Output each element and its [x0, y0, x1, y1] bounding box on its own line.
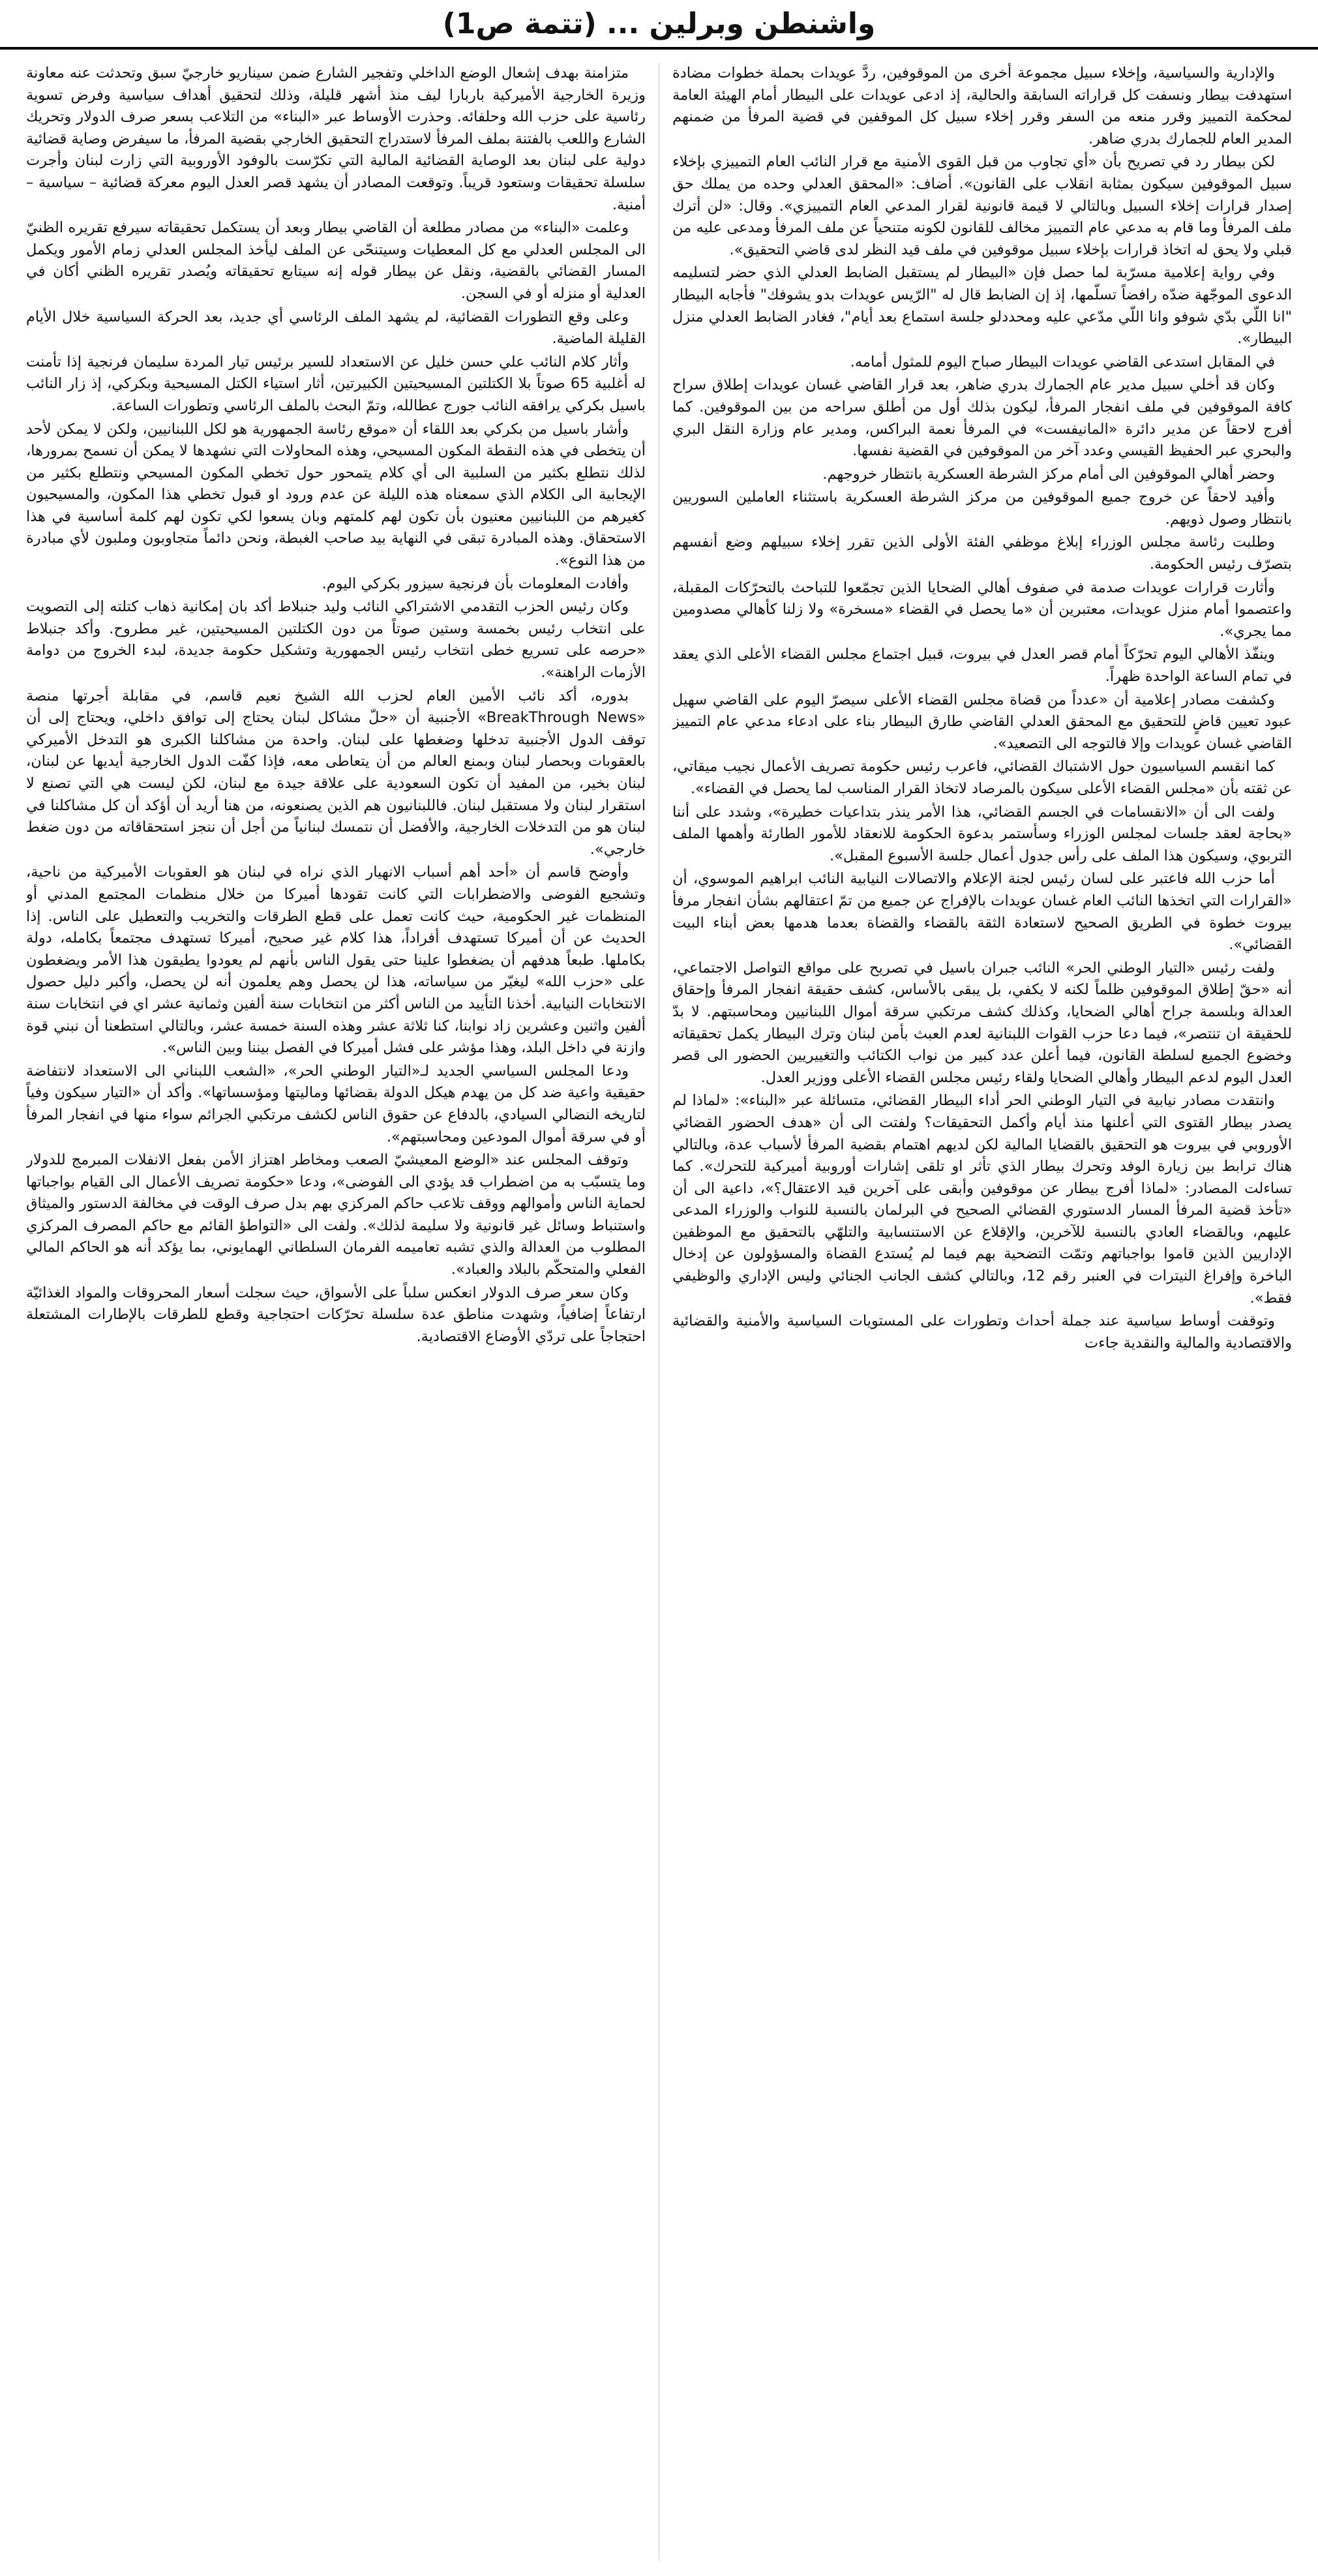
paragraph: وأوضح قاسم أن «أحد أهم أسباب الانهيار الذي نراه في لبنان هو العقوبات الأميركية من ناحية، وتشجيع الفوضى والاضطرابات التي كانت تقودها أميركا من خلال منظمات المجتمع المدني أو المنظمات غير الحكومية، حيث كانت تعمل على قطع الطرقات والتخريب والتعطيل على الناس. إذا الحديث عن أن أميركا تستهدف أفراداً، هذا كلام غير صحيح، أميركا تستهدف مجتمعاً بكامله، دولة بكاملها. طبعاً هدفهم أن يضغطوا علينا حتى يقول الناس بأنهم لم يعودوا يطيقون هذا الأمر ويضغطون على «حزب الله» ليغيّر من سياساته، هذا لن يحصل وهم يعلمون أنه لن يحصل، وأكبر دليل حصول الانتخابات النيابية. أخذنا التأييد من الناس أكثر من انتخابات سنة ألفين وثمانية عشر اي في انتخابات سنة ألفين واثنين وعشرين زاد نوابنا، كنا ثلاثة عشر وهذه السنة خمسة عشر، وبالتالي استطعنا أن نبني قوة وازنة في داخل البلد، وهذا مؤشر على فشل أميركا في الفصل بيننا وبين الناس».: [26, 864, 646, 1057]
paragraph: وطلبت رئاسة مجلس الوزراء إبلاغ موظفي الفئة الأولى الذين تقرر إخلاء سبيلهم وضع أنفسهم بتصرّف رئيس الحكومة.: [672, 534, 1292, 573]
paragraph: وينفّذ الأهالي اليوم تحرّكاً أمام قصر العدل في بيروت، قبيل اجتماع مجلس القضاء الأعلى الذي يعقد في تمام الساعة الواحدة ظهراً.: [672, 646, 1292, 686]
paragraph: في المقابل استدعى القاضي عويدات البيطار صباح اليوم للمثول أمامه.: [850, 353, 1275, 371]
paragraph: أما حزب الله فاعتبر على لسان رئيس لجنة الإعلام والاتصالات النيابية النائب ابراهيم الموسوي، أن «القرارات التي اتخذها النائب العام غسان عويدات بالإفراج عن جميع من تمّ اعتقالهم بشأن انفجار مرفأ بيروت خطوة في الطريق الصحيح لاستعادة الثقة بالقضاء والقضاة بعدما هدمها بعض أبناء البيت القضائي».: [672, 870, 1292, 954]
paragraph: وأفيد لاحقاً عن خروج جميع الموقوفين من مركز الشرطة العسكرية باستثناء العاملين السوريين بانتظار وصول ذويهم.: [672, 489, 1292, 528]
paragraph: وعلمت «البناء» من مصادر مطلعة أن القاضي بيطار وبعد أن يستكمل تحقيقاته سيرفع تقريره الظنيّ الى المجلس العدلي مع كل المعطيات وسيتنحّى عن الملف ليأخذ المجلس العدلي زمام الأمور ويكمل المسار القضائي بالقضية، ونقل عن بيطار قوله إنه سيتابع تحقيقاته ويُصدر تقريره الظني أكان في العدلية أو منزله أو في السجن.: [26, 219, 646, 302]
paragraph: والإدارية والسياسية، وإخلاء سبيل مجموعة أخرى من الموقوفين، ردَّ عويدات بحملة خطوات مضادة استهدفت بيطار ونسفت كل قراراته السابقة والحالية، إذ ادعى عويدات على البيطار أمام الهيئة العامة لمحكمة التمييز وقرر منعه من السفر وقرر إخلاء سبيل كل الموقفين في قضية المرفأ من ضمنهم المدير العام للجمارك بدري ضاهر.: [672, 65, 1292, 147]
paragraph: وكان سعر صرف الدولار انعكس سلباً على الأسواق، حيث سجلت أسعار المحروقات والمواد الغذائيّة ارتفاعاً إضافياً، وشهدت مناطق عدة سلسلة تحرّكات احتجاجية وقطع للطرقات بالإطارات المشتعلة احتجاجاً على تردّي الأوضاع الاقتصادية.: [26, 1284, 646, 1345]
paragraph: وكان قد أخلي سبيل مدير عام الجمارك بدري ضاهر، بعد قرار القاضي غسان عويدات إطلاق سراح كافة الموقوفين في ملف انفجار المرفأ، ليكون بذلك أول من أطلق سراحه من بين الموقوفين. كما أفرج لاحقاً عن مدير دائرة «المانيفست» في المرفأ نعمة البراكس، ومدير عام وزارة النقل البري والبحري عبر الحفيظ القيسي وعدد آخر من الموقوفين في القضية نفسها.: [672, 376, 1292, 460]
paragraph: بدوره، أكد نائب الأمين العام لحزب الله الشيخ نعيم قاسم، في مقابلة أجرتها منصة «BreakThrough News» الأجنبية أن «حلّ مشاكل لبنان يحتاج إلى توافق داخلي، ويحتاج إلى أن توقف الدول الأجنبية تدخلها وضغطها على لبنان. واحدة من مشاكلنا الكبرى هو التدخل الأميركي بالعقوبات وبحصار لبنان وبمنع العالم من أن يتعاطى معه، فإذا كفّت الدول الخارجية أيديها عن لبنان، لبنان بخير، من المفيد أن تكون السعودية على علاقة جيدة مع لبنان، لكن ليست هي التي تصنع لا استقرار لبنان ولا مستقبل لبنان. فاللبنانيون هم الذين يصنعونه، من هنا أريد أن أؤكد أن كل مشاكلنا في لبنان هو من التدخلات الخارجية، والأفضل أن نتمسك لبنانياً من أجل أن ننجز استحقاقاته من دون ضغط خارجي».: [26, 687, 646, 858]
paragraph: ودعا المجلس السياسي الجديد لـ«التيار الوطني الحر»، «الشعب اللبناني الى الاستعداد لانتفاضة حقيقية واعية ضد كل من يهدم هيكل الدولة بقضائها وماليتها ومؤسساتها». وأكد أن «التيار سيكون وفياً لتاريخه النضالي السيادي، بالدفاع عن حقوق الناس لكشف مرتكبي الجرائم سواء منها في انفجار المرفأ أو في سرقة أموال المودعين ومحاسبتهم».: [26, 1062, 646, 1145]
paragraph: وأثار كلام النائب علي حسن خليل عن الاستعداد للسير برئيس تيار المردة سليمان فرنجية إذا تأمنت له أغلبية 65 صوتاً بلا الكتلتين المسيحيتين الكبيرتين، أثار استياء الكتل المسيحية وبكركي، إذ زار النائب باسيل بكركي يرافقه النائب جورج عطالله، وتمّ البحث بالملف الرئاسي وتطورات الساعة.: [26, 353, 646, 414]
paragraph: لكن بيطار رد في تصريح بأن «أي تجاوب من قبل القوى الأمنية مع قرار النائب العام التمييزي بإخلاء سبيل الموقوفين سيكون بمثابة انقلاب على القانون». أضاف: «المحقق العدلي وحده من يملك حق إصدار قرارات إخلاء السبيل وبالتالي لا قيمة قانونية لقرار المدعي العام التمييزي». وقال: «لن أترك ملف المرفأ وما قام به مدعي عام التمييز مخالف للقانون لكونه متنحياً عن ملف المرفأ ومدعى عليه من قبلي ولا يحق له اتخاذ قرارات بإخلاء سبيل موقوفين في ملف قيد النظر لدى قاضي التحقيق».: [672, 153, 1292, 258]
article-columns: [26, 63, 1292, 2561]
paragraph: وفي رواية إعلامية مسرّبة لما حصل فإن «البيطار لم يستقبل الضابط العدلي الذي حضر لتسليمه الدعوى الموجّهة ضدّه رافضاً تسلّمها، إذ إن الضابط قال له "الرّيس عويدات بدو يشوفك" فأجابه البيطار "انا اللّي بدّي شوفو وانا اللّي مدّعي عليه ومحددلو جلسة استماع بعد أيام"، فغادر الضابط العدلي منزل البيطار».: [672, 264, 1292, 348]
paragraph: وحضر أهالي الموقوفين الى أمام مركز الشرطة العسكرية بانتظار خروجهم.: [822, 465, 1275, 483]
paragraph: ولفت رئيس «التيار الوطني الحر» النائب جبران باسيل في تصريح على مواقع التواصل الاجتماعي، أنه «حقّ إطلاق الموقوفين ظلماً لكنه لا يكفي، بل يبقى بالأساس، كشف حقيقة انفجار المرفأ وإحقاق العدالة وبلسمة جراح أهالي الضحايا، وكذلك كشف مرتكبي سرقة أموال اللبنانيين ومحاسبتهم. لا بدّ للحقيقة ان تنتصر»، فيما دعا حزب القوات اللبنانية لعدم العبث بأمن لبنان وترك البيطار يكمل تحقيقاته وخضوع الجميع لسلطة القانون، فيما أعلن عدد كبير من نواب الكتائب والتغييريين الحضور الى قصر العدل اليوم لدعم البيطار وأهالي الضحايا ولقاء رئيس مجلس القضاء الأعلى ووزير العدل.: [672, 959, 1292, 1086]
article-title: واشنطن وبرلين ... (تتمة ص1): [442, 7, 876, 40]
title-bar: [0, 0, 1318, 50]
paragraph: وكان رئيس الحزب التقدمي الاشتراكي النائب وليد جنبلاط أكد بان إمكانية ذهاب كتلته إلى التصويت على انتخاب رئيس بخمسة وستين صوتاً من دون الكتلتين المسيحيتين، غير مطروح. وأكد جنبلاط «حرصه على تسريع خطى انتخاب رئيس الجمهورية وتشكيل حكومة جديدة، لبدء الخروج من دوامة الأزمات الراهنة».: [26, 598, 646, 682]
paragraph: كما انقسم السياسيون حول الاشتباك القضائي، فاعرب رئيس حكومة تصريف الأعمال نجيب ميقاتي، عن ثقته بأن «مجلس القضاء الأعلى سيكون بالمرصاد لاتخاذ القرار المناسب لما يحصل في القضاء».: [672, 758, 1292, 797]
paragraph: وكشفت مصادر إعلامية أن «عدداً من قضاة مجلس القضاء الأعلى سيصرّ اليوم على القاضي سهيل عبود تعيين قاضٍ للتحقيق مع المحقق العدلي القاضي طارق البيطار بناء على ادعاء مدعي عام التمييز القاضي غسان عويدات وإلا فالتوجه الى التصعيد».: [672, 691, 1292, 752]
paragraph: وأثارت قرارات عويدات صدمة في صفوف أهالي الضحايا الذين تجمّعوا للتباحث بالتحرّكات المقبلة، واعتصموا أمام منزل عويدات، معتبرين أن «ما يحصل في القضاء «مسخرة» ولا زلنا كأهالي مصدومين مما يجري».: [672, 579, 1292, 640]
paragraph: وانتقدت مصادر نيابية في التيار الوطني الحر أداء البيطار القضائي، متسائلة عبر «البناء»: «لماذا لم يصدر بيطار القتوى التي أعلنها منذ أيام وأكمل التحقيقات؟ ولفتت الى أن «هدف الحضور القضائي الأوروبي في بيروت هو التحقيق بالقضايا المالية لكن لديهم اهتمام بقضية المرفأ لأسباب عدة، وبالتالي هناك ترابط بين زيارة الوفد وتحرك بيطار الذي تأثر او تلقى إشارات أوروبية أميركية للتحرك». كما تساءلت المصادر: «لماذا أفرج بيطار عن موقوفين وأبقى على آخرين قيد الاعتقال؟»، داعية الى أن «تأخذ قضية المرفأ المسار الدستوري القضائي الصحيح في البرلمان بالنسبة للنواب والوزراء المدعى عليهم، وبالقضاء العادي بالنسبة للآخرين، والإقلاع عن الاستنسابية والتلهّي بالتحقيق مع الموظفين الإداريين الذين قاموا بواجباتهم وتمّت التضحية بهم فيما لم يُستدع القضاة والمسؤولون عن إدخال الباخرة وإفراغ النيترات في العنبر رقم 12، وبالتالي كشف الجانب الجنائي وليس الإداري والوظيفي فقط».: [672, 1092, 1292, 1307]
paragraph: ولفت الى أن «الانقسامات في الجسم القضائي، هذا الأمر ينذر بتداعيات خطيرة»، وشدد على أننا «بحاجة لعقد جلسات لمجلس الوزراء وسأستمر بدعوة الحكومة للانعقاد للأمور الطارئة وأهمها الملف التربوي، وسيكون هذا الملف على رأس جدول أعمال جلسة الأسبوع المقبل».: [672, 803, 1292, 864]
paragraph: وعلى وقع التطورات القضائية، لم يشهد الملف الرئاسي أي جديد، بعد الحركة السياسية خلال الأيام القليلة الماضية.: [26, 308, 646, 348]
paragraph: وأشار باسيل من بكركي بعد اللقاء أن «موقع رئاسة الجمهورية هو لكل اللبنانيين، ولكن لا يمكن لأحد أن يتخطى في هذه النقطة المكون المسيحي، وهذه المحاولات التي نشهدها لا يمكن أن نسمح بمرورها، لذلك نتطلع بكثير من السلبية الى أي كلام يتمحور حول تخطي المكون المسيحي ونتطلع بكثير من الإيجابية الى الكلام الذي سمعناه هذه الليلة عن عدم ورود او قبول تخطي هذا المكون، والمسيحيون كغيرهم من اللبنانيين معنيون بأن تكون لهم كلمتهم وبان يسعوا لكي تكون لهم كلمة أساسية في هذا الاستحقاق. وهذه المبادرة تبقى في النهاية بيد صاحب الغبطة، ونحن دائماً متجاوبون وملبون لأي مبادرة من هذا النوع».: [26, 420, 646, 569]
paragraph: متزامنة بهدف إشعال الوضع الداخلي وتفجير الشارع ضمن سيناريو خارجيّ سبق وتحدثت عنه معاونة وزيرة الخارجية الأميركية باربارا ليف منذ أشهر قليلة، وذلك لتحقيق أهداف سياسية وفرض تسوية رئاسية على حزب الله وحلفائه. وحذرت الأوساط عبر «البناء» من التلاعب بسعر صرف الدولار وتحريك الشارع واللعب بالفتنة بملف المرفأ لاستدراج التحقيق الخارجي بقضية المرفأ، ما سيفرض وصاية قضائية دولية على لبنان بعد الوصاية القضائية المالية التي تكرّست بالوفود الأوروبية التي زارت لبنان وأجرت سلسلة تحقيقات وستعود قريباً. وتوقعت المصادر أن يشهد قصر العدل اليوم معركة قضائية – سياسية – أمنية.: [26, 65, 646, 213]
right-column: [672, 63, 1292, 2561]
paragraph: وتوقف المجلس عند «الوضع المعيشيّ الصعب ومخاطر اهتزاز الأمن بفعل الانفلات المبرمج للدولار وما يتسبّب به من اضطراب قد يؤدي الى الفوضى»، ودعا «حكومة تصريف الأعمال الى القيام بواجباتها لحماية الناس وأموالهم ووقف تلاعب حاكم المركزي بهم بدل صرف الوقت في مخالفة الدستور والميثاق واستنباط وسائل غير قانونية ولا سليمة لذلك». ولفت الى «التواطؤ القائم مع حاكم المصرف المركزي المطلوب من العدالة والذي تشبه تعاميمه الفرمان السلطاني الهمايوني، بما يؤكد أنه هو الحاكم المالي الفعلي والمتحكّم بالبلاد والعباد».: [26, 1151, 646, 1279]
left-column: [26, 63, 646, 2561]
paragraph: وتوقفت أوساط سياسية عند جملة أحداث وتطورات على المستويات السياسية والأمنية والقضائية والاقتصادية والمالية والنقدية جاءت: [672, 1312, 1292, 1352]
paragraph: وأفادت المعلومات بأن فرنجية سيزور بكركي اليوم.: [322, 575, 629, 592]
